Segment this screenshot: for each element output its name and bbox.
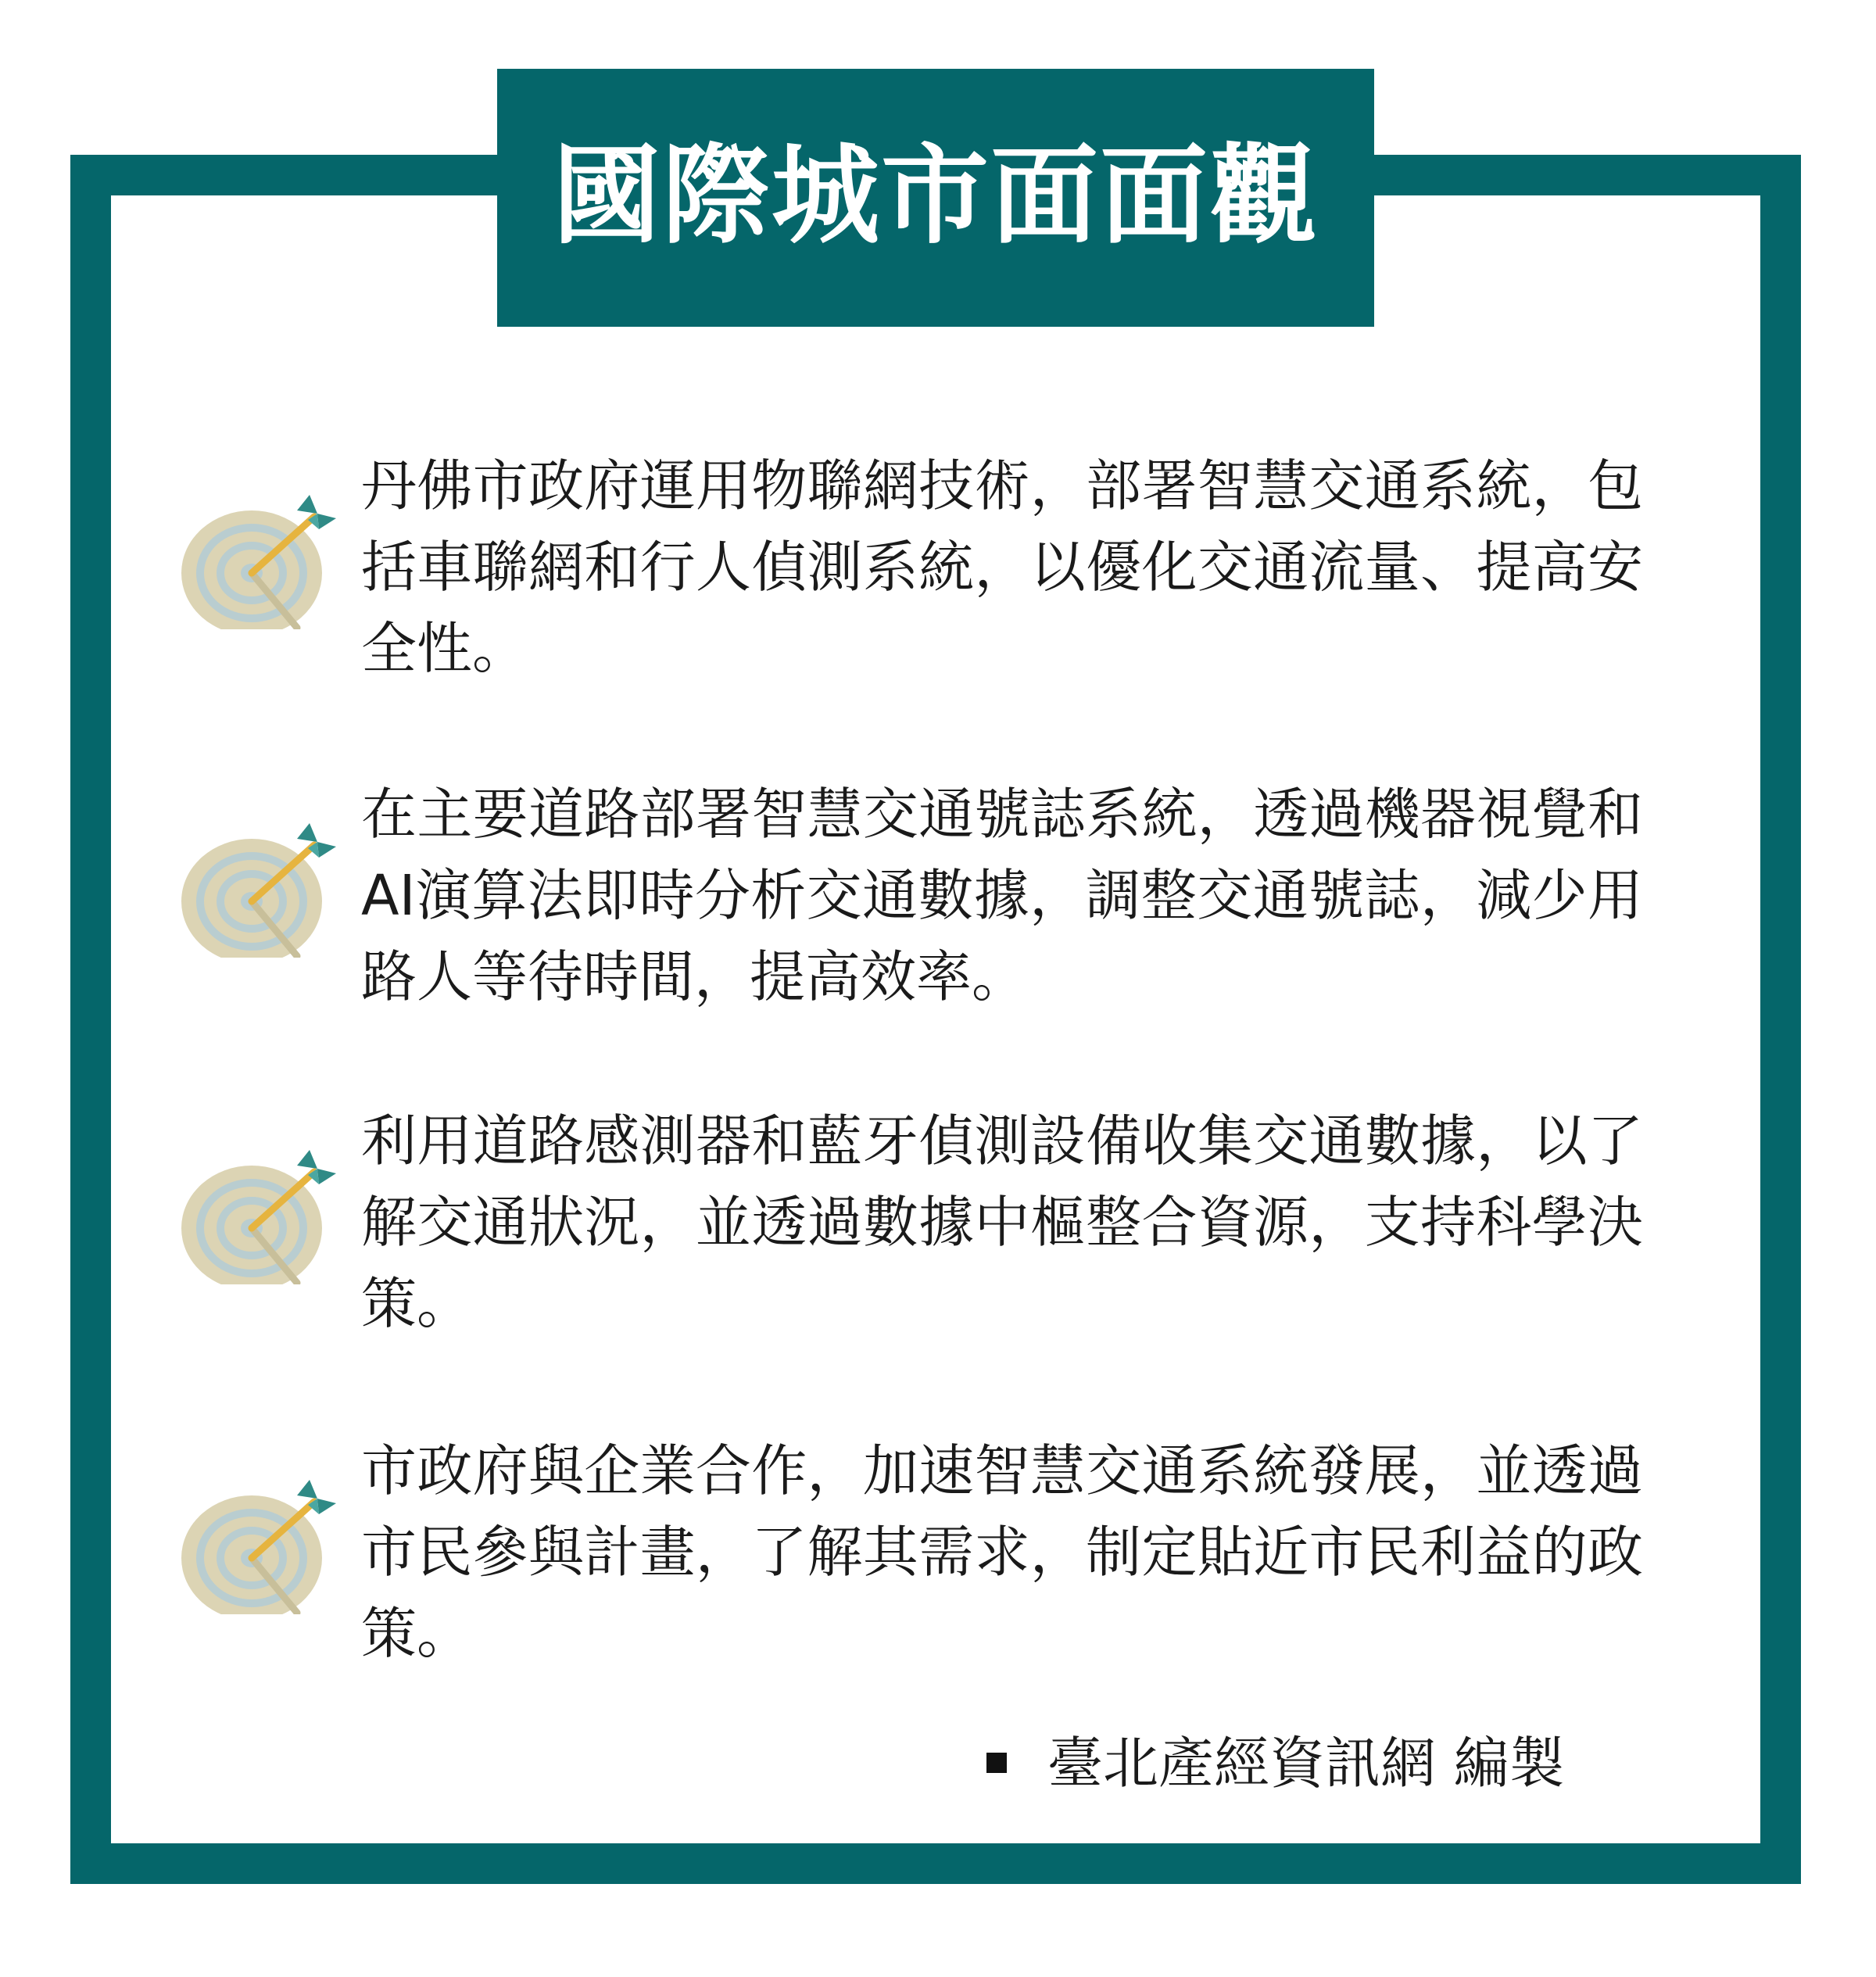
page-title: 國際城市面面觀 [552, 133, 1319, 259]
title-banner [497, 69, 1374, 327]
item-text: 丹佛市政府運用物聯網技術，部署智慧交通系統，包括車聯網和行人偵測系統，以優化交通流量、提高安全性。 [361, 453, 1643, 681]
target-arrow-icon [180, 1474, 336, 1614]
item-text: 在主要道路部署智慧交通號誌系統，透過機器視覺和AI演算法即時分析交通數據，調整交通號誌，減少用路人等待時間，提高效率。 [361, 782, 1643, 1009]
target-arrow-icon [180, 1144, 336, 1284]
target-arrow-icon [180, 817, 336, 958]
square-bullet-icon [986, 1753, 1007, 1773]
item-text: 市政府與企業合作，加速智慧交通系統發展，並透過市民參與計畫，了解其需求，制定貼近市民利益的政策。 [361, 1438, 1643, 1666]
list-item-1 [180, 446, 1665, 704]
target-arrow-icon [180, 489, 336, 629]
item-text: 利用道路感測器和藍牙偵測設備收集交通數據，以了解交通狀況，並透過數據中樞整合資源，支持科學決策。 [361, 1108, 1643, 1336]
list-item-4 [180, 1431, 1665, 1689]
list-item-2 [180, 774, 1665, 1032]
list-item-3 [180, 1101, 1665, 1359]
footer-credit [986, 1724, 1565, 1802]
footer-text: 臺北產經資訊網 編製 [1047, 1730, 1565, 1796]
